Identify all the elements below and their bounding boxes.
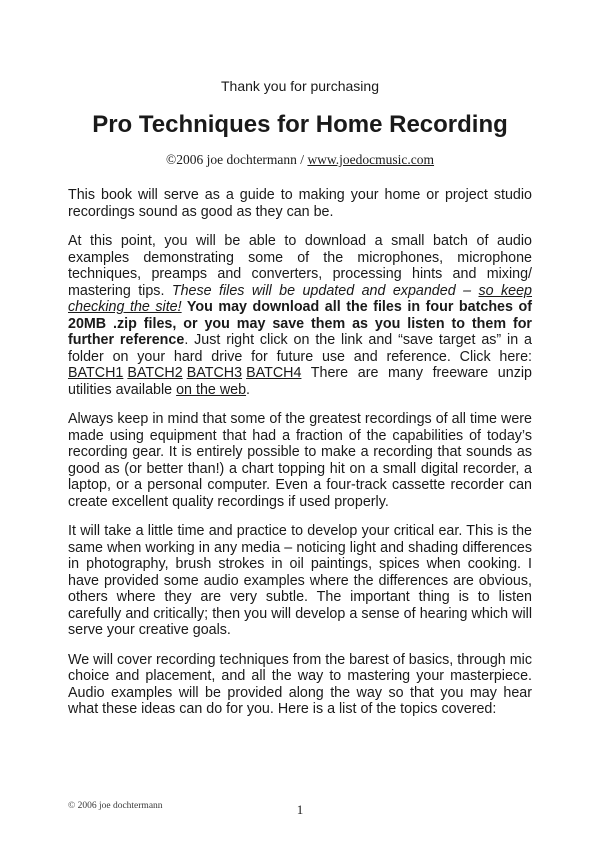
- files-updated-italic-text: These files will be updated and expanded –: [171, 282, 479, 299]
- footer-copyright: © 2006 joe dochtermann: [68, 801, 163, 811]
- batch3-link[interactable]: BATCH3: [186, 365, 243, 381]
- save-target-text: . Just right click on the link and “save target as” in a folder on your hard drive for future use and reference. Click here:: [68, 332, 532, 365]
- paragraph-topics: We will cover recording techniques from the barest of basics, through mic choice and placement, and all the way to mastering your masterpiece. Audio examples will be provided along the way so that you may hear what these ideas can do for you. Here is a list of the topics covered:: [68, 651, 532, 717]
- on-the-web-link[interactable]: on the web: [176, 381, 247, 398]
- byline-copyright-text: ©2006 joe dochtermann /: [165, 152, 308, 167]
- keep-checking-site-link[interactable]: so keep checking the site!: [68, 282, 532, 315]
- freeware-unzip-text: There are many freeware unzip utilities available: [68, 365, 532, 398]
- paragraph-intro: This book will serve as a guide to making your home or project studio recordings sound as good as they can be.: [68, 187, 532, 220]
- paragraph-equipment: Always keep in mind that some of the greatest recordings of all time were made using equipment that had a fraction of the capabilities of today’s recording gear. It is entirely possible to make a recording that sounds as good as (or better than!) a chart topping hit on a small digital recorder, a laptop, or a personal computer. Even a four-track cassette recorder can create excellent quality recordings if used properly.: [68, 411, 532, 510]
- batch2-link[interactable]: BATCH2: [127, 365, 183, 381]
- page-content: [68, 78, 532, 731]
- sentence-end-text: .: [246, 381, 251, 398]
- page-title: Pro Techniques for Home Recording: [92, 111, 508, 138]
- download-bold-text: You may download all the files in four batches of 20MB .zip files, or you may save them as you listen to them for further reference: [68, 299, 532, 348]
- page-number: 1: [296, 802, 304, 817]
- batch4-link[interactable]: BATCH4: [246, 365, 302, 381]
- paragraph-download: [68, 233, 532, 398]
- byline: [68, 152, 532, 168]
- byline-website-link[interactable]: www.joedocmusic.com: [307, 152, 435, 167]
- download-intro-text: At this point, you will be able to download a small batch of audio examples demonstrating some of the microphones, microphone techniques, preamps and converters, processing hints and mixing/​mastering tips.: [68, 233, 532, 299]
- pre-title: Thank you for purchasing: [221, 78, 379, 94]
- paragraph-critical-ear: It will take a little time and practice to develop your critical ear. This is the same when working in any media – noticing light and shading differences in photography, brush strokes in oil paintings, spices when cooking. I have provided some audio examples where the differences are obvious, others where they are very subtle. The important thing is to listen carefully and critically; then you will develop a sense of hearing which will serve your creative goals.: [68, 523, 532, 638]
- batch1-link[interactable]: BATCH1: [68, 365, 124, 381]
